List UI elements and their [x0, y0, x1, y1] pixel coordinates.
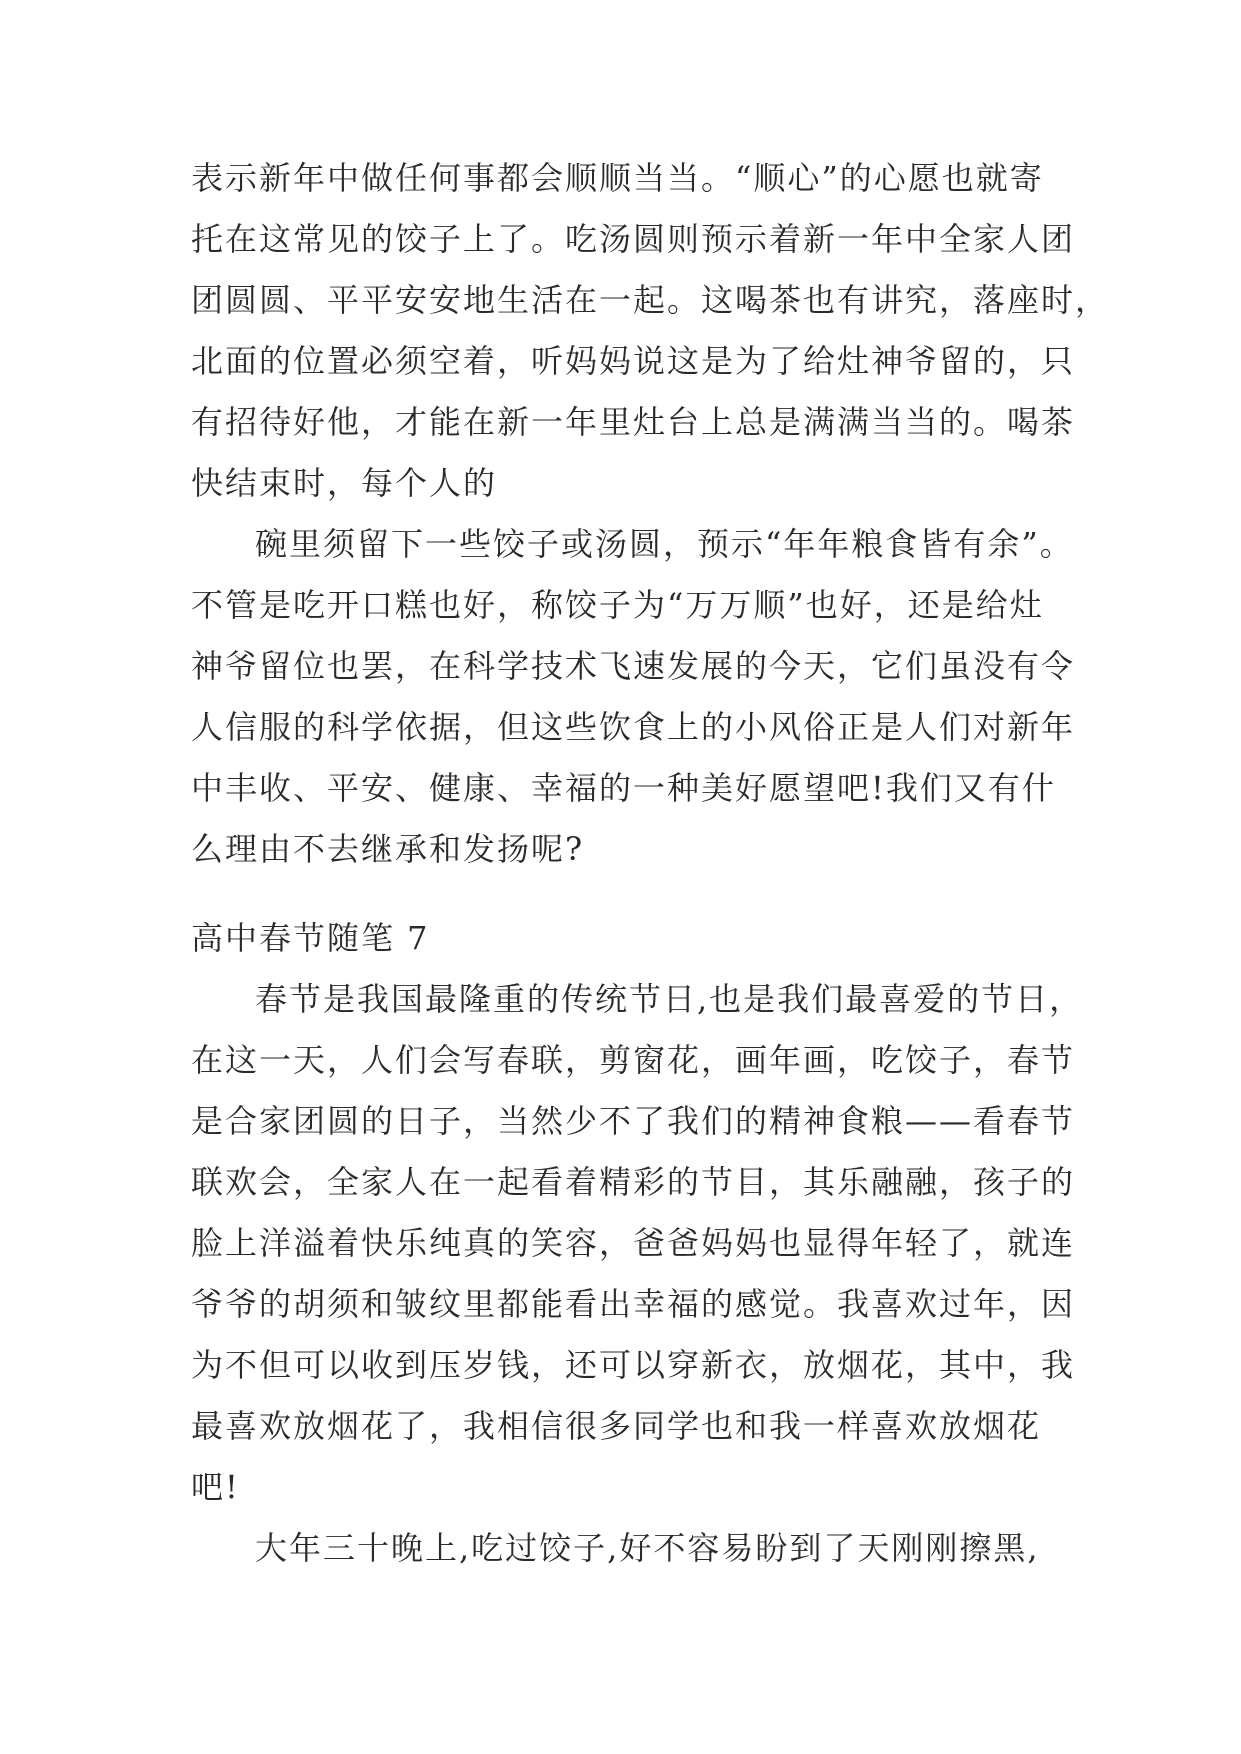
paragraph-line: 在这一天，人们会写春联，剪窗花，画年画，吃饺子，春节 [191, 1041, 1076, 1079]
paragraph-line: 联欢会，全家人在一起看着精彩的节目，其乐融融，孩子的 [191, 1163, 1076, 1201]
paragraph-line: 团圆圆、平平安安地生活在一起。这喝茶也有讲究，落座时， [191, 281, 1110, 319]
paragraph-line: 表示新年中做任何事都会顺顺当当。“顺心”的心愿也就寄 [191, 159, 1044, 197]
paragraph-line: 春节是我国最隆重的传统节日,也是我们最喜爱的节日， [255, 980, 1084, 1018]
essay-section-7 [191, 908, 1084, 1579]
paragraph-line: 脸上洋溢着快乐纯真的笑容，爸爸妈妈也显得年轻了，就连 [191, 1224, 1076, 1262]
paragraph-line: 是合家团圆的日子，当然少不了我们的精神食粮——看春节 [191, 1102, 1076, 1140]
paragraph-line: 最喜欢放烟花了，我相信很多同学也和我一样喜欢放烟花 [191, 1407, 1042, 1445]
paragraph-line: 神爷留位也罢，在科学技术飞速发展的今天，它们虽没有令 [191, 647, 1076, 685]
paragraph-line: 有招待好他，才能在新一年里灶台上总是满满当当的。喝茶 [191, 403, 1076, 441]
paragraph-line: 快结束时，每个人的 [191, 464, 498, 502]
essay-section-continued [191, 148, 1110, 880]
paragraph-line: 大年三十晚上,吃过饺子,好不容易盼到了天刚刚擦黑, [255, 1529, 1040, 1567]
paragraph-line: 托在这常见的饺子上了。吃汤圆则预示着新一年中全家人团 [191, 220, 1076, 258]
paragraph-line: 人信服的科学依据，但这些饮食上的小风俗正是人们对新年 [191, 708, 1076, 746]
paragraph-line: 爷爷的胡须和皱纹里都能看出幸福的感觉。我喜欢过年，因 [191, 1285, 1076, 1323]
paragraph-line: 北面的位置必须空着，听妈妈说这是为了给灶神爷留的，只 [191, 342, 1076, 380]
paragraph-line: 碗里须留下一些饺子或汤圆，预示“年年粮食皆有余”。 [255, 525, 1074, 563]
paragraph-line: 不管是吃开口糕也好，称饺子为“万万顺”也好，还是给灶 [191, 586, 1044, 624]
section-title: 高中春节随笔 7 [191, 919, 430, 957]
paragraph-line: 么理由不去继承和发扬呢? [191, 830, 585, 868]
paragraph-line: 吧! [191, 1468, 240, 1506]
paragraph-line: 中丰收、平安、健康、幸福的一种美好愿望吧!我们又有什 [191, 769, 1056, 807]
paragraph-line: 为不但可以收到压岁钱，还可以穿新衣，放烟花，其中，我 [191, 1346, 1076, 1384]
